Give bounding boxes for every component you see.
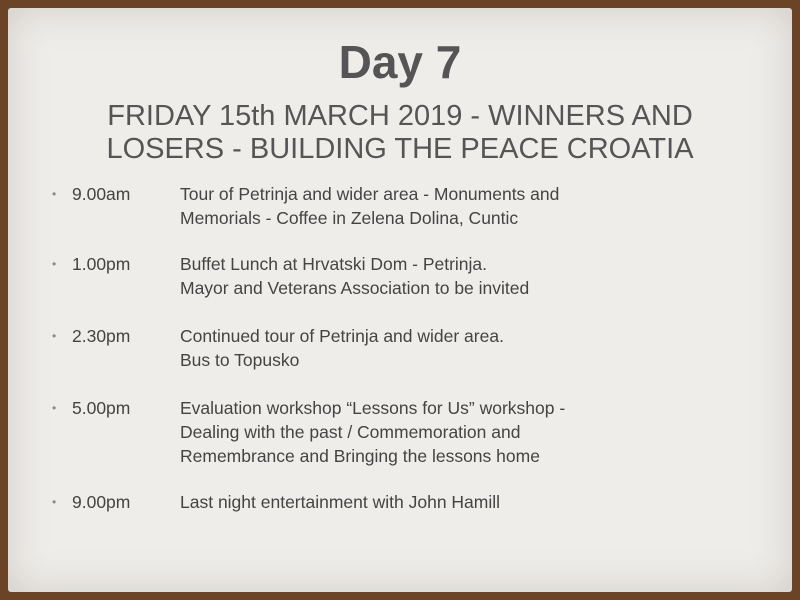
bullet-icon: •	[52, 257, 57, 271]
schedule-time: 1.00pm	[72, 254, 131, 274]
description-line: Remembrance and Bringing the lessons home	[180, 446, 540, 466]
slide-title: Day 7	[338, 36, 462, 88]
description-line: Memorials - Coffee in Zelena Dolina, Cuntic	[180, 208, 519, 228]
schedule-time: 5.00pm	[72, 398, 131, 418]
bullet-icon: •	[52, 495, 57, 509]
description-line: Evaluation workshop “Lessons for Us” workshop -	[180, 398, 566, 418]
schedule-description	[180, 182, 770, 230]
description-line: Dealing with the past / Commemoration and	[180, 422, 521, 442]
description-line: Last night entertainment with John Hamill	[180, 492, 501, 512]
description-line: Mayor and Veterans Association to be invited	[180, 278, 530, 298]
schedule-time: 9.00pm	[72, 492, 131, 512]
schedule-description	[180, 396, 770, 468]
bullet-icon: •	[52, 187, 57, 201]
bullet-icon: •	[52, 401, 57, 415]
subtitle-line: LOSERS - BUILDING THE PEACE CROATIA	[106, 133, 694, 165]
schedule-list	[8, 8, 792, 592]
schedule-time: 2.30pm	[72, 326, 131, 346]
schedule-description	[180, 490, 770, 514]
description-line: Continued tour of Petrinja and wider area.	[180, 326, 504, 346]
schedule-description	[180, 252, 770, 300]
slide	[8, 8, 792, 592]
schedule-description	[180, 324, 770, 372]
subtitle-line: FRIDAY 15th MARCH 2019 - WINNERS AND	[107, 100, 693, 132]
schedule-time: 9.00am	[72, 184, 131, 204]
description-line: Bus to Topusko	[180, 350, 300, 370]
description-line: Tour of Petrinja and wider area - Monuments and	[180, 184, 560, 204]
description-line: Buffet Lunch at Hrvatski Dom - Petrinja.	[180, 254, 488, 274]
bullet-icon: •	[52, 329, 57, 343]
